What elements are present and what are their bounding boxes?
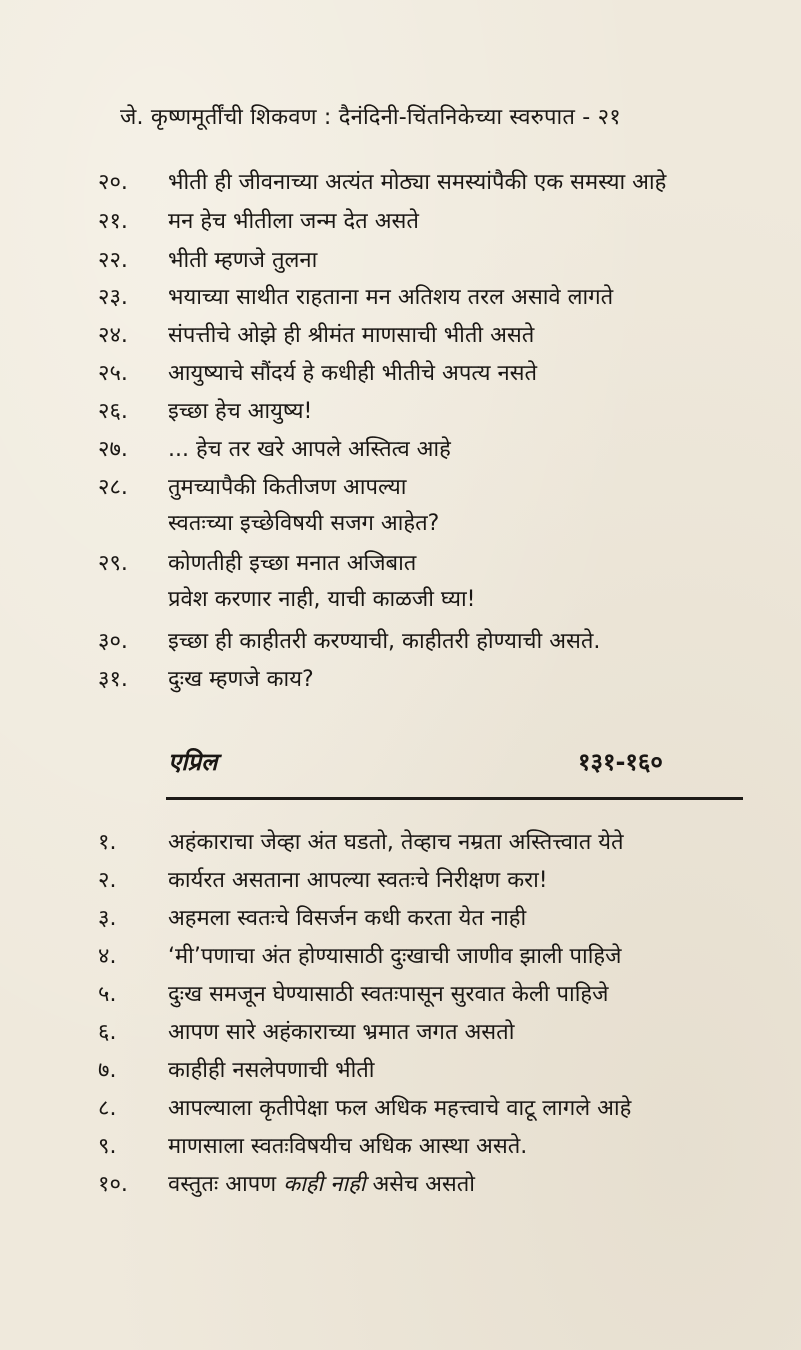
- item-text: ... हेच तर खरे आपले अस्तित्व आहे: [168, 437, 451, 462]
- item-text-continued: स्वतःच्या इच्छेविषयी सजग आहेत?: [168, 511, 440, 536]
- item-number: ७.: [98, 1058, 117, 1083]
- item-text-part: वस्तुतः आपण: [168, 1172, 284, 1197]
- item-text: दुःख म्हणजे काय?: [168, 667, 314, 692]
- list-item: [0, 863, 801, 899]
- item-text: आपण सारे अहंकाराच्या भ्रमात जगत असतो: [168, 1020, 515, 1045]
- item-number: २१.: [98, 209, 128, 234]
- item-text: तुमच्यापैकी कितीजण आपल्या: [168, 475, 407, 500]
- list-item: [0, 901, 801, 937]
- item-number: १.: [98, 830, 117, 855]
- item-text: अहंकाराचा जेव्हा अंत घडतो, तेव्हाच नम्रता अस्तित्त्वात येते: [168, 830, 624, 855]
- item-text: ‘मी’पणाचा अंत होण्यासाठी दुःखाची जाणीव झाली पाहिजे: [168, 944, 622, 969]
- item-text: संपत्तीचे ओझे ही श्रीमंत माणसाची भीती असते: [168, 323, 535, 348]
- item-text: भीती ही जीवनाच्या अत्यंत मोठ्या समस्यांपैकी एक समस्या आहे: [168, 170, 667, 195]
- item-number: ८.: [98, 1096, 117, 1121]
- item-text: [168, 1167, 768, 1203]
- item-text: कार्यरत असताना आपल्या स्वतःचे निरीक्षण करा!: [168, 868, 548, 893]
- item-number: १०.: [98, 1172, 128, 1197]
- item-text: आयुष्याचे सौंदर्य हे कधीही भीतीचे अपत्य नसते: [168, 361, 538, 386]
- item-number: २५.: [98, 361, 128, 386]
- item-number: ३.: [98, 906, 117, 931]
- item-number: २८.: [98, 475, 128, 500]
- item-number: ३१.: [98, 667, 128, 692]
- list-item: [0, 939, 801, 975]
- item-number: २०.: [98, 170, 128, 195]
- item-number: २३.: [98, 285, 128, 310]
- item-number: २.: [98, 868, 117, 893]
- item-number: ३०.: [98, 629, 128, 654]
- list-item: [0, 1167, 801, 1203]
- item-number: २४.: [98, 323, 128, 348]
- list-item: [0, 280, 801, 316]
- item-text: काहीही नसलेपणाची भीती: [168, 1058, 375, 1083]
- item-text: अहमला स्वतःचे विसर्जन कधी करता येत नाही: [168, 906, 527, 931]
- section-heading: [0, 745, 801, 785]
- list-item: [0, 546, 801, 618]
- item-text-part: असेच असतो: [365, 1172, 476, 1197]
- item-text: भीती म्हणजे तुलना: [168, 248, 318, 273]
- section-page-range: १३१-१६०: [578, 748, 663, 776]
- item-text: दुःख समजून घेण्यासाठी स्वतःपासून सुरवात केली पाहिजे: [168, 982, 609, 1007]
- item-number: २९.: [98, 551, 128, 576]
- list-item: [0, 1015, 801, 1051]
- item-number: ४.: [98, 944, 117, 969]
- list-item: [0, 470, 801, 542]
- list-item: [0, 825, 801, 861]
- item-text: माणसाला स्वतःविषयीच अधिक आस्था असते.: [168, 1134, 528, 1159]
- list-item: [0, 394, 801, 430]
- item-number: २२.: [98, 248, 128, 273]
- item-text: मन हेच भीतीला जन्म देत असते: [168, 209, 419, 234]
- list-item: [0, 1129, 801, 1165]
- list-item: [0, 432, 801, 468]
- item-number: ९.: [98, 1134, 117, 1159]
- item-text-continued: प्रवेश करणार नाही, याची काळजी घ्या!: [168, 587, 476, 612]
- section-title: एप्रिल: [168, 748, 218, 776]
- item-text: कोणतीही इच्छा मनात अजिबात: [168, 551, 417, 576]
- list-item: [0, 356, 801, 392]
- list-item: [0, 1091, 801, 1127]
- list-item: [0, 662, 801, 698]
- item-number: ५.: [98, 982, 117, 1007]
- list-item: [0, 1053, 801, 1089]
- item-text: आपल्याला कृतीपेक्षा फल अधिक महत्त्वाचे वाटू लागले आहे: [168, 1096, 632, 1121]
- item-text: इच्छा हेच आयुष्य!: [168, 399, 313, 424]
- list-item: [0, 977, 801, 1013]
- item-number: २६.: [98, 399, 128, 424]
- list-item: [0, 165, 801, 201]
- list-item: [0, 204, 801, 240]
- item-text-emphasis: काही नाही: [283, 1172, 366, 1197]
- list-item: [0, 243, 801, 279]
- item-number: ६.: [98, 1020, 117, 1045]
- item-text: इच्छा ही काहीतरी करण्याची, काहीतरी होण्याची असते.: [168, 629, 601, 654]
- section-divider: [166, 797, 743, 800]
- list-item: [0, 624, 801, 660]
- item-number: २७.: [98, 437, 128, 462]
- list-item: [0, 318, 801, 354]
- item-text: भयाच्या साथीत राहताना मन अतिशय तरल असावे लागते: [168, 285, 614, 310]
- running-header: जे. कृष्णमूर्तींची शिकवण : दैनंदिनी-चिंतनिकेच्या स्वरुपात - २१: [120, 105, 621, 130]
